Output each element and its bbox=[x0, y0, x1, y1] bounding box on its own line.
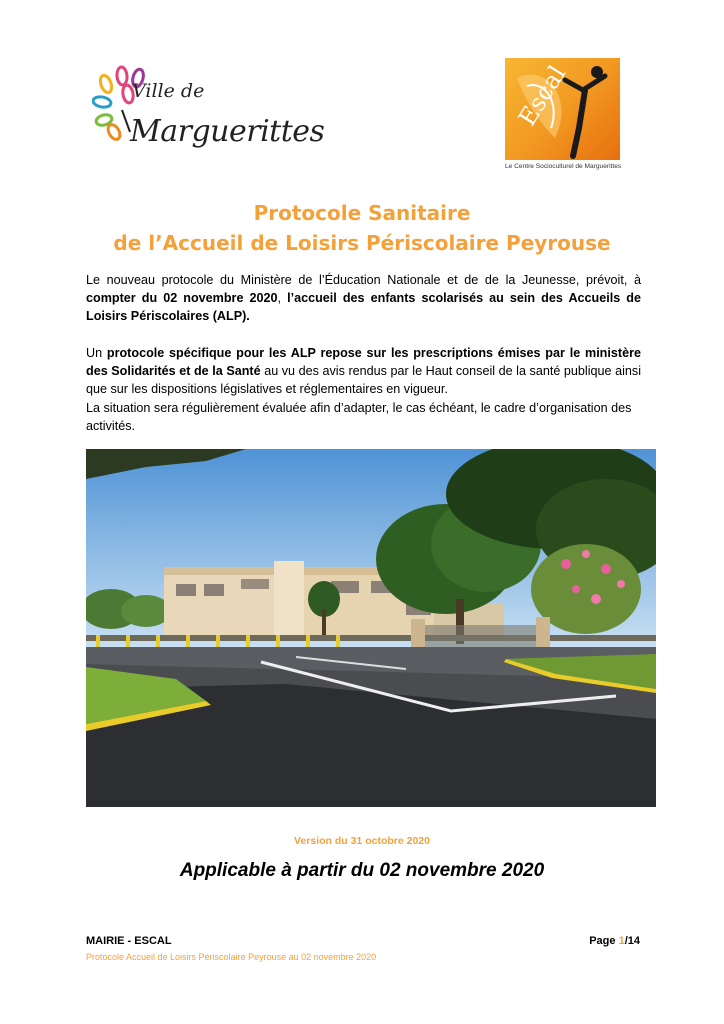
school-building-image bbox=[86, 449, 656, 807]
evaluation-paragraph: La situation sera régulièrement évaluée afin d’adapter, le cas échéant, le cadre d’organisation des activités. bbox=[86, 401, 632, 433]
version-date: Version du 31 octobre 2020 bbox=[294, 835, 430, 847]
escal-logo-word: Escal bbox=[513, 60, 572, 131]
intro-accueil-bold: l’accueil des enfants scolarisés au sein des Accueils de Loisirs Périscolaires (ALP). bbox=[86, 291, 642, 323]
escal-logo bbox=[505, 58, 620, 176]
logo-text-ville-de: Ville de bbox=[132, 80, 205, 102]
document-title-line-1: Protocole Sanitaire bbox=[253, 201, 471, 225]
ville-de-marguerittes-logo bbox=[92, 62, 325, 172]
footer-organisation: MAIRIE - ESCAL bbox=[86, 935, 172, 947]
footer-document-subtitle: Protocole Accueil de Loisirs Périscolaire Peyrouse au 02 novembre 2020 bbox=[86, 952, 377, 962]
page-prefix: Page bbox=[589, 935, 619, 947]
intro-text-a: Le nouveau protocole du Ministère de l’Éducation Nationale et de de la Jeunesse, prévoit, à bbox=[86, 273, 641, 287]
intro-date-bold: compter du 02 novembre 2020 bbox=[86, 291, 278, 305]
intro-text-c: , bbox=[277, 291, 288, 305]
applicable-date: Applicable à partir du 02 novembre 2020 bbox=[179, 860, 545, 881]
page-total: /14 bbox=[624, 935, 640, 947]
protocol-paragraph bbox=[86, 344, 641, 398]
protocol-text-bold: protocole spécifique pour les ALP repose sur les prescriptions émises par le ministère des Solidarités et de la Santé bbox=[86, 346, 641, 378]
protocol-text-a: Un bbox=[86, 346, 107, 360]
escal-logo-box bbox=[505, 58, 620, 160]
escal-logo-caption: Le Centre Socioculturel de Marguerittes bbox=[505, 163, 622, 170]
document-title-line-2: de l’Accueil de Loisirs Périscolaire Peyrouse bbox=[113, 231, 611, 255]
logo-text-marguerittes: Marguerittes bbox=[130, 114, 325, 149]
page-current: 1 bbox=[618, 935, 625, 947]
school-photo bbox=[86, 449, 656, 807]
intro-paragraph bbox=[86, 271, 641, 325]
footer-page-number bbox=[589, 935, 640, 947]
protocol-text-c: au vu des avis rendus par le Haut conseil de la santé publique ainsi que sur les dispositions législatives et réglementaires en vigueur. bbox=[86, 364, 642, 396]
